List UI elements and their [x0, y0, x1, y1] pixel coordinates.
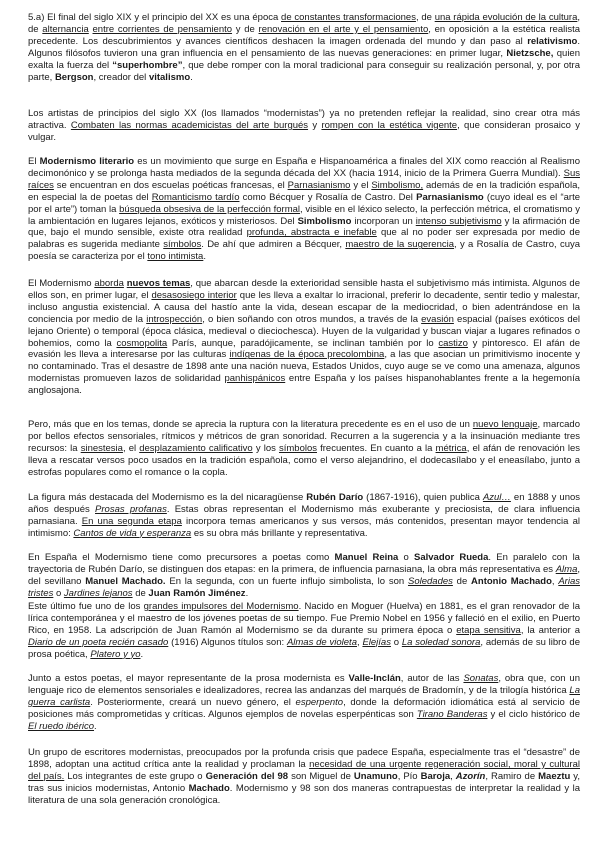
text-run: , — [551, 575, 559, 587]
text-run: o — [390, 636, 402, 648]
text-run: . En paralelo con la trayectoria de Rubén Darío, se distinguen dos etapas: en la primera, de influencia parnasiana, la obra más representativa es — [28, 552, 580, 575]
text-run: y pintoresco. El afán de evasión les lleva a interesarse por las culturas — [28, 337, 581, 361]
text-run: 5.a) El final del siglo XIX y el principio del XX es una época — [28, 12, 282, 23]
text-run: de — [132, 587, 149, 599]
work-title: La guerra carlista — [28, 684, 580, 708]
text-run: En la segunda, con un fuerte influjo simbolista, lo son — [165, 575, 408, 587]
underlined-phrase: tono intimista — [147, 251, 204, 263]
text-run: Un grupo de escritores modernistas, preocupados por la profunda crisis que padece España, especialmente tras el “desastre” de 1898, adoptan una actitud crítica ante la realidad y proclaman la — [28, 747, 580, 770]
text-run: El — [28, 156, 40, 167]
bold-term: Salvador Rueda — [414, 552, 489, 563]
text-run: Pero, más que en los temas, donde se aprecia la ruptura con la literatura precedente es en el uso de un — [28, 419, 473, 430]
paragraph-spain-modernism — [28, 552, 580, 600]
bold-term: Bergson — [54, 71, 94, 83]
paragraph-valle-inclan — [28, 673, 580, 733]
text-run: , y a Rosalía de Castro, cuya poesía se caracteriza por el — [28, 239, 581, 263]
paragraph-juan-ramon-jimenez — [28, 601, 580, 661]
underlined-phrase: de constantes transformaciones — [281, 12, 416, 23]
underlined-phrase: sinestesia — [80, 442, 123, 454]
text-run: . Posteriormente, creará un nuevo género, el — [90, 696, 296, 708]
text-run: (1916) Algunos títulos son: — [168, 636, 287, 648]
underlined-phrase: profunda, abstracta e inefable — [246, 227, 377, 239]
text-run: , de — [415, 12, 435, 23]
underlined-phrase: entre corrientes de pensamiento — [92, 23, 233, 35]
underlined-phrase: desasosiego interior — [151, 289, 237, 301]
underlined-phrase: castizo — [438, 337, 468, 349]
work-title: Almas de violeta — [286, 636, 357, 648]
text-run: como Bécquer y Rosalía de Castro. Del — [239, 191, 417, 203]
underlined-phrase: Simbolismo, — [371, 179, 424, 191]
underlined-phrase: símbolos — [278, 442, 317, 454]
paragraph-new-language — [28, 419, 580, 479]
text-run: y de — [232, 23, 259, 35]
text-run: (1867-1916), quien publica — [363, 492, 483, 503]
text-run: , — [450, 770, 456, 782]
text-run: y el ciclo histórico de — [487, 708, 580, 720]
work-title: Tirano Banderas — [416, 708, 488, 720]
work-title: Elejías — [362, 636, 391, 648]
text-run: se encuentran en dos escuelas poéticas francesas, el — [53, 179, 288, 191]
text-run: . De ahí que admiren a Bécquer, — [201, 239, 346, 251]
text-run: La figura más destacada del Modernismo es la del nicaragüense — [28, 492, 307, 503]
paragraph-new-themes — [28, 278, 580, 397]
text-run: , que consideran prosaico y vulgar. — [28, 119, 581, 143]
paragraph-modernist-artists — [28, 108, 580, 144]
bold-term: Manuel Machado. — [85, 575, 166, 587]
bold-term: Unamuno — [353, 770, 398, 782]
bold-term: Modernismo literario — [39, 156, 135, 167]
paragraph-intro-context — [28, 12, 580, 83]
underlined-phrase: etapa sensitiva — [456, 624, 521, 636]
text-run: de — [452, 575, 472, 587]
underlined-phrase: introspección — [146, 313, 203, 325]
text-run: que les lleva a exaltar lo irracional, preferir lo decadente, sentir tedio y malestar, incluso angustia existencial. A causa del hastío ante la vida, desean escapar de la mediocridad, o bien adentrándose en la conciencia por medio de la — [28, 289, 580, 325]
bold-term: nuevos temas — [126, 278, 191, 289]
text-run: en 1888 y unos años después — [28, 492, 581, 515]
text-run: , o bien soñando con otros mundos, a través de la — [202, 313, 422, 325]
text-run: . Nacido en Moguer (Huelva) en 1881, es el gran renovador de la lírica contemporánea y el maestro de los jóvenes poetas de su tiempo. Fue Premio Nobel en 1956 y falleció en el exilio, en Puerto Rico, en 1958. La adscripción de Juan Ramón al Modernismo se da durante su primera época o — [28, 601, 580, 636]
text-run: incorporan un — [351, 215, 416, 227]
text-run: , en oposición a la estética realista precedente. Los descubrimientos y avances científicos deshacen la imagen ordenada del mundo y dan paso al — [28, 23, 580, 47]
text-run: y la afirmación de que, bajo el mundo sensible, existe otra realidad — [28, 215, 581, 239]
bold-term: Simbolismo — [297, 215, 352, 227]
text-run: , la anterior a — [520, 624, 581, 636]
work-title: Sonatas — [463, 673, 499, 684]
work-title: El ruedo ibérico — [28, 720, 95, 732]
work-title: Soledades — [407, 575, 453, 587]
work-title: Alma — [555, 563, 578, 575]
bold-term: Rubén Darío — [306, 492, 364, 503]
text-run: , creador del — [93, 71, 149, 83]
underlined-phrase: rompen con la estética vigente — [321, 119, 458, 131]
text-run: (cuyo ideal es el “arte por el arte”) toman la — [28, 191, 580, 215]
text-run: , que abarcan desde la exterioridad sensible hasta el subjetivismo más intimista. Algunos de ellos son, en primer lugar, el — [28, 278, 580, 301]
underlined-phrase: indígenas de la época precolombina — [229, 349, 385, 361]
work-title: esperpento — [295, 696, 344, 708]
bold-term: Nietzsche, — [506, 47, 554, 59]
text-run: espacial (países exóticos del lejano Oriente) o temporal (época clásica, medieval o dieciochesca). Huyen de la vulgaridad y buscan viajar a lugares refinados o bohemios, como la — [28, 313, 581, 349]
underlined-phrase: aborda — [94, 278, 124, 289]
text-run: , de — [28, 12, 580, 35]
work-title: Cantos de vida y esperanza — [73, 527, 192, 539]
text-run: , Pío — [397, 770, 421, 782]
underlined-phrase: Parnasianismo — [287, 179, 351, 191]
text-run: , visible en el léxico selecto, la perfección métrica, el cromatismo y la ambientación en lugares lejanos, exóticos y misteriosos. Del — [28, 203, 580, 227]
text-run: . Estas obras representan el Modernismo más exuberante y preciosista, de clara influencia parnasiana. — [28, 503, 580, 527]
text-run: . — [203, 251, 206, 263]
underlined-phrase: cosmopolita — [116, 337, 168, 349]
bold-term: relativismo — [527, 35, 578, 47]
underlined-phrase: maestro de la sugerencia — [345, 239, 455, 251]
work-title: Arias tristes — [28, 575, 580, 599]
bold-term: Antonio Machado — [471, 575, 552, 587]
underlined-phrase: renovación en el arte y el pensamiento — [258, 23, 429, 35]
text-run: quien exalta la fuerza del — [28, 47, 580, 71]
bold-term: Maeztu — [538, 770, 571, 782]
text-run: , el — [122, 442, 140, 454]
text-run: Este último fue uno de los — [28, 601, 144, 612]
text-run: frecuentes. En cuanto a la — [317, 442, 436, 454]
bold-term: Manuel Reina — [334, 552, 399, 563]
underlined-phrase: panhispánicos — [224, 373, 286, 385]
text-run: , marcado por bellos efectos sensoriales, rítmicos y métricos de gran sonoridad. Recurren a la sugerencia y a la insinuación mediante tres recursos: la — [28, 419, 580, 454]
underlined-phrase: alternancia — [42, 23, 89, 35]
text-run: que al no poder ser expresada por medio de palabras es sugerida mediante — [28, 227, 580, 251]
text-run: , a las que asocian un primitivismo inocente y no contaminado. Tras el desastre de 1898 ante una nación nueva, Estados Unidos, cuyo auge se ve como una amenaza, algunos modernistas promueven lazos de solidaridad — [28, 349, 580, 385]
text-run: , obra que, con un lenguaje rico de elementos sensoriales e idealizadores, recrea las andanzas del marqués de Bradomín, y de la trilogía histórica — [28, 673, 581, 696]
bold-term: Parnasianismo — [416, 191, 484, 203]
text-run: París, aunque, paradójicamente, se inclinan también por lo — [167, 337, 439, 349]
bold-term: Baroja — [420, 770, 451, 782]
bold-term: Machado — [188, 782, 230, 794]
text-run: es un movimiento que surge en España e Hispanoamérica a finales del XIX como reacción al Realismo decimonónico y se prolonga hasta mediados de la segunda década del XX (hacia 1914, inicio de la Primera Guerra Mundial). — [28, 156, 581, 179]
work-title: Azul… — [482, 492, 511, 503]
underlined-phrase: una rápida evolución de la cultura — [434, 12, 578, 23]
text-run: , Ramiro de — [485, 770, 539, 782]
work-title: La soledad sonora — [401, 636, 481, 648]
underlined-phrase: desplazamiento calificativo — [139, 442, 253, 454]
text-run: . Algunos filósofos tuvieron una gran influencia en el pensamiento de las nuevas generaciones: en primer lugar, — [28, 35, 580, 59]
bold-term: Generación del 98 — [205, 770, 289, 782]
work-title: Prosas profanas — [95, 503, 167, 515]
underlined-phrase: evasión — [421, 313, 454, 325]
text-run: Junto a estos poetas, el mayor representante de la prosa modernista es — [28, 673, 349, 684]
underlined-phrase: necesidad de una urgente regeneración social, moral y cultural del país. — [28, 758, 580, 782]
underlined-phrase: nuevo lenguaje — [472, 419, 538, 430]
underlined-phrase: Combaten las normas academicistas del arte burgués — [70, 119, 309, 131]
text-run: , donde la deformación idiomática está al servicio de posiciones más comprometidas y críticas. Algunos ejemplos de novelas esperpénticas son — [28, 696, 580, 720]
text-run: además de en la tradición española, en especial la de poetas del — [28, 179, 580, 203]
underlined-phrase: búsqueda obsesiva de la perfección formal — [119, 203, 301, 215]
underlined-phrase: Sus raíces — [28, 167, 580, 191]
text-run: , — [356, 636, 363, 648]
text-run: , autor de las — [400, 673, 464, 684]
underlined-phrase: intenso subjetivismo — [415, 215, 502, 227]
paragraph-generation-98 — [28, 747, 580, 807]
text-run: entre España y los países hispanohablantes frente a la hegemonía anglosajona. — [28, 373, 580, 397]
underlined-phrase: En una segunda etapa — [81, 515, 182, 527]
text-run: . Modernismo y 98 son dos maneras contrapuestas de interpretar la realidad y la literatura de una sola generación cronológica. — [28, 782, 581, 806]
text-run: . — [94, 720, 97, 732]
bold-term: Juan Ramón Jiménez — [148, 587, 246, 599]
work-title: Platero y yo — [90, 648, 141, 660]
text-run: , además de su libro de prosa poética, — [28, 636, 580, 660]
text-run: incorpora temas americanos y sus versos, más contenidos, presentan mayor tendencia al intimismo: — [28, 515, 580, 539]
text-run: En España el Modernismo tiene como precursores a poetas como — [28, 552, 335, 563]
paragraph-literary-modernism — [28, 156, 580, 263]
text-run: son Miguel de — [288, 770, 354, 782]
underlined-phrase: grandes impulsores del Modernismo — [143, 601, 299, 612]
text-run: o — [53, 587, 64, 599]
text-run: y — [308, 119, 322, 131]
text-run: Los integrantes de este grupo o — [64, 770, 206, 782]
work-title: Jardines lejanos — [63, 587, 133, 599]
text-run: y el — [350, 179, 372, 191]
text-run: . — [140, 648, 144, 660]
bold-term: Valle-Inclán — [348, 673, 401, 684]
text-run: es su obra más brillante y representativa. — [191, 527, 368, 539]
underlined-phrase: Romanticismo tardío — [151, 191, 240, 203]
text-run: , que debe romper con la moral tradicional para conseguir su realización personal, y, por otra parte, — [28, 59, 581, 83]
text-run: y, tras sus inicios modernistas, Antonio — [28, 770, 580, 794]
underlined-phrase: símbolos — [163, 239, 202, 251]
work-title: Diario de un poeta recién casado — [28, 636, 169, 648]
text-run: . — [190, 71, 193, 83]
bold-term: “superhombre” — [112, 59, 183, 71]
bold-term: Azorín — [455, 770, 486, 782]
text-run: , el afán de renovación les lleva a rescatar versos poco usados en la tradición española, como el verso alejandrino, el dodecasílabo y el eneasílabo, junto a estrofas populares como el romance o la copla. — [28, 442, 581, 478]
text-run: , del sevillano — [28, 563, 580, 587]
paragraph-ruben-dario — [28, 492, 580, 540]
text-run: Los artistas de principios del siglo XX (los llamados “modernistas”) ya no pretenden reflejar la realidad, sino crear otra más atractiva. — [28, 108, 580, 131]
text-run: o — [398, 552, 415, 563]
underlined-phrase: métrica — [435, 442, 467, 454]
text-run: El Modernismo — [28, 278, 95, 289]
text-run: y los — [252, 442, 279, 454]
bold-term: vitalismo — [148, 71, 191, 83]
text-run: . — [245, 587, 249, 599]
